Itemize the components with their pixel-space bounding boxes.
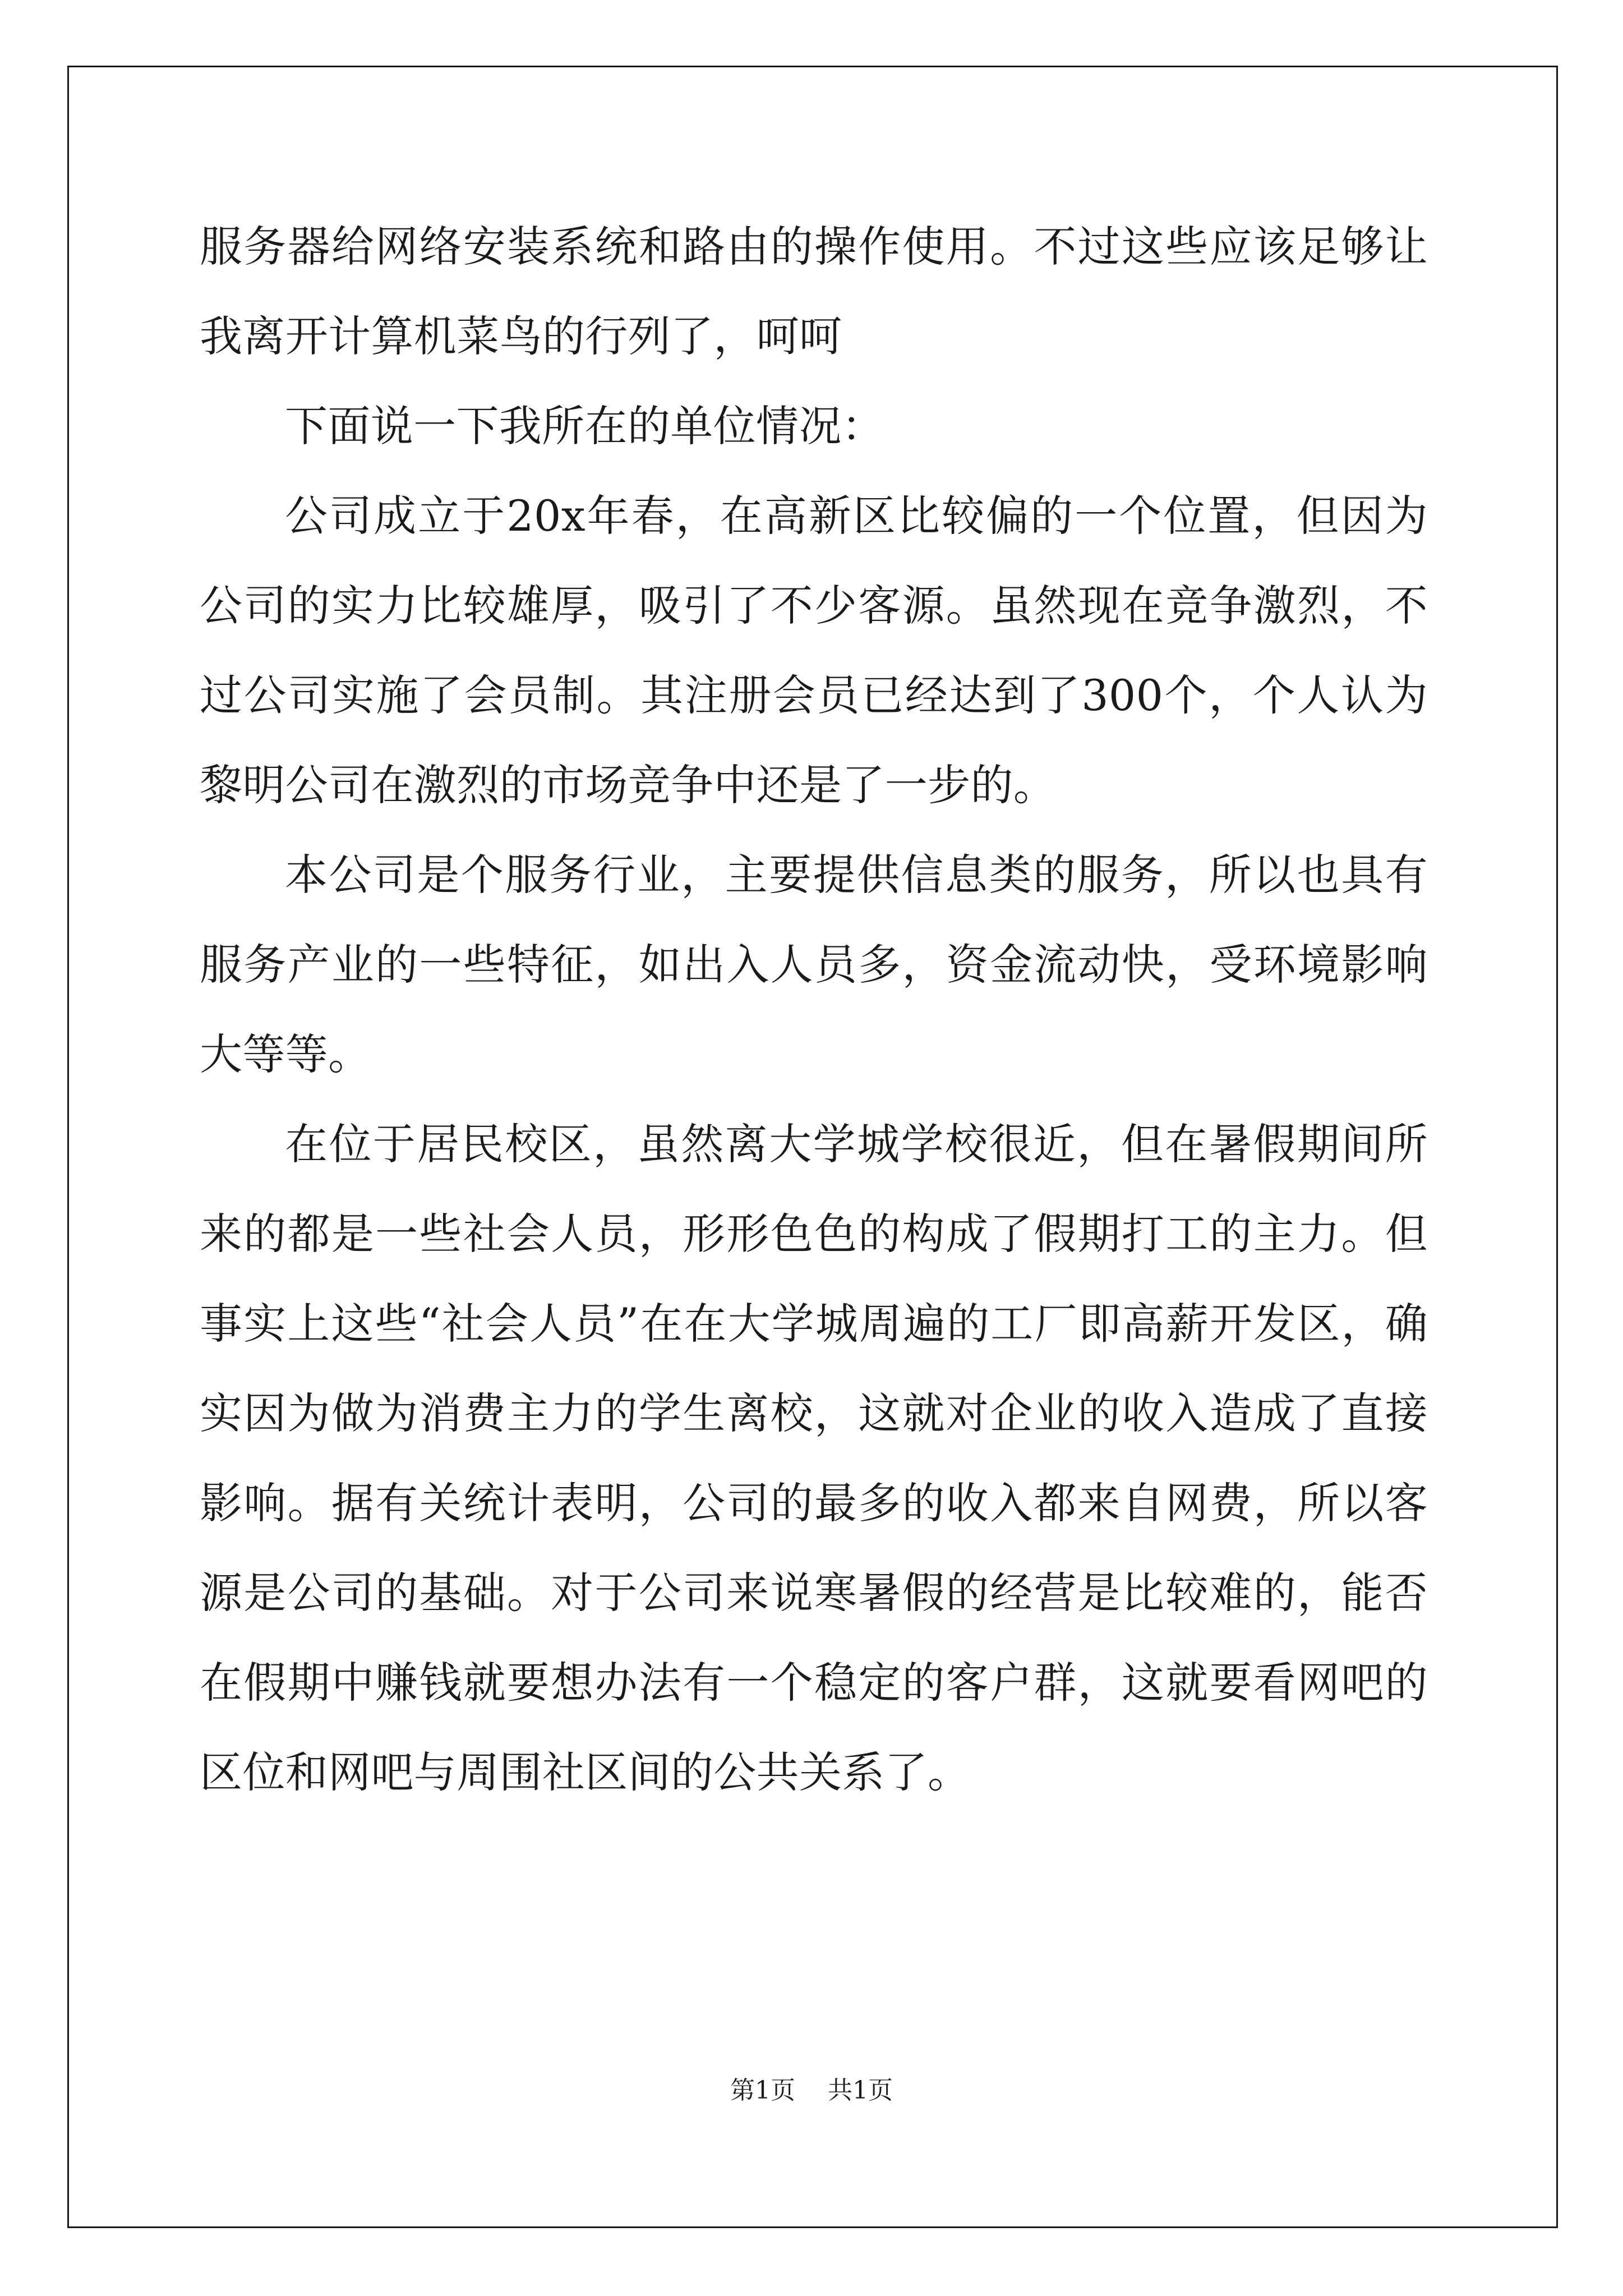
paragraph: 下面说一下我所在的单位情况： bbox=[285, 401, 885, 451]
paragraph: 本公司是个服务行业，主要提供信息类的服务，所以也具有服务产业的一些特征，如出入人员多，资金流动快，受环境影响大等等。 bbox=[200, 850, 1428, 1079]
paragraph: 服务器给网络安装系统和路由的操作使用。不过这些应该足够让我离开计算机菜鸟的行列了，呵呵 bbox=[200, 222, 1428, 361]
paragraph: 在位于居民校区，虽然离大学城学校很近，但在暑假期间所来的都是一些社会人员，形形色色的构成了假期打工的主力。但事实上这些“社会人员”在在大学城周遍的工厂即高薪开发区，确实因为做为消费主力的学生离校，这就对企业的收入造成了直接影响。据有关统计表明，公司的最多的收入都来自网费，所以客源是公司的基础。对于公司来说寒暑假的经营是比较难的，能否在假期中赚钱就要想办法有一个稳定的客户群，这就要看网吧的区位和网吧与周围社区间的公共关系了。 bbox=[200, 1119, 1428, 1797]
page-number-total: 共1页 bbox=[828, 2076, 893, 2105]
paragraph: 公司成立于20x年春，在高新区比较偏的一个位置，但因为公司的实力比较雄厚，吸引了不少客源。虽然现在竞争激烈，不过公司实施了会员制。其注册会员已经达到了300个，个人认为黎明公司在激烈的市场竞争中还是了一步的。 bbox=[200, 491, 1428, 810]
page-footer bbox=[0, 2070, 1623, 2106]
page-number-current: 第1页 bbox=[730, 2076, 795, 2105]
document-body bbox=[200, 202, 1428, 1818]
